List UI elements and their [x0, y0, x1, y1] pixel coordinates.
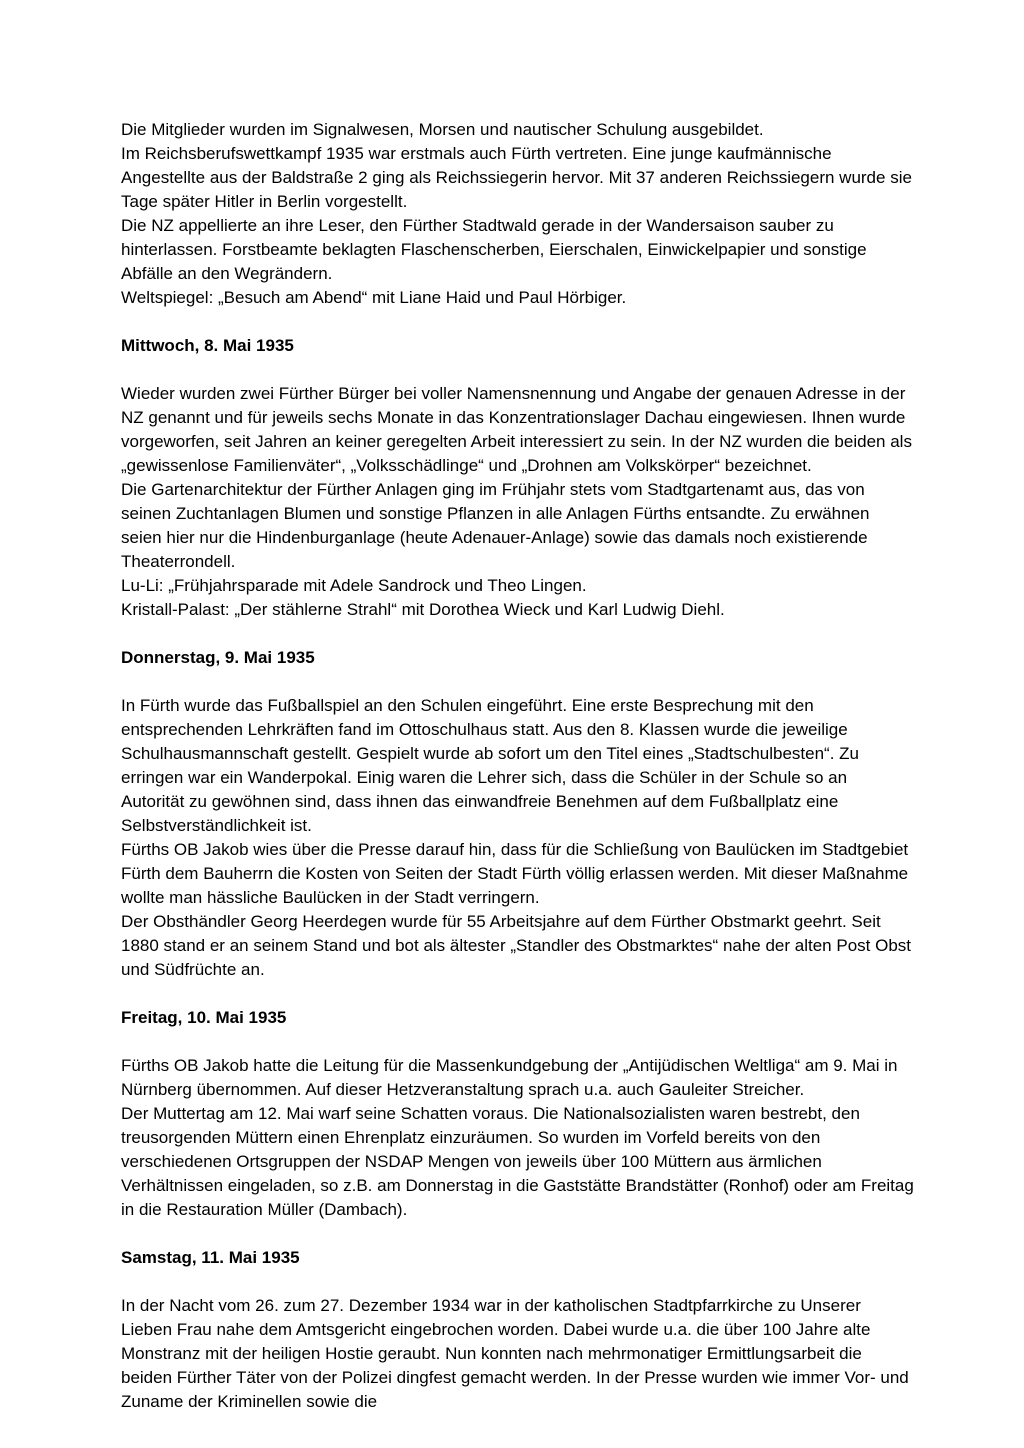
document-page [121, 118, 914, 1414]
section-freitag-10-mai [121, 1006, 914, 1222]
section-heading: Mittwoch, 8. Mai 1935 [121, 336, 294, 355]
paragraph: In der Nacht vom 26. zum 27. Dezember 1934 war in der katholischen Stadtpfarrkirche zu Unserer Lieben Frau nahe dem Amtsgericht eingebrochen worden. Dabei wurde u.a. die über 100 Jahre alte Monstranz mit der heiligen Hostie geraubt. Nun konnten nach mehrmonatiger Ermittlungsarbeit die beiden Fürther Täter von der Polizei dingfest gemacht werden. In der Presse wurden wie immer Vor- und Zuname der Kriminellen sowie die [121, 1296, 909, 1411]
paragraph: Die Mitglieder wurden im Signalwesen, Morsen und nautischer Schulung ausgebildet. [121, 120, 764, 139]
section-heading: Samstag, 11. Mai 1935 [121, 1248, 300, 1267]
paragraph: Weltspiegel: „Besuch am Abend“ mit Liane Haid und Paul Hörbiger. [121, 288, 627, 307]
paragraph: Die NZ appellierte an ihre Leser, den Fürther Stadtwald gerade in der Wandersaison sauber zu hinterlassen. Forstbeamte beklagten Flaschenscherben, Eierschalen, Einwickelpapier und sonstige Abfälle an den Wegrändern. [121, 216, 867, 283]
section-donnerstag-9-mai [121, 646, 914, 982]
paragraph: Kristall-Palast: „Der stählerne Strahl“ mit Dorothea Wieck und Karl Ludwig Diehl. [121, 600, 725, 619]
section-heading: Freitag, 10. Mai 1935 [121, 1008, 287, 1027]
paragraph: Die Gartenarchitektur der Fürther Anlagen ging im Frühjahr stets vom Stadtgartenamt aus, das von seinen Zuchtanlagen Blumen und sonstige Pflanzen in alle Anlagen Fürths entsandte. Zu erwähnen seien hier nur die Hindenburganlage (heute Adenauer-Anlage) sowie das damals noch existierende Theaterrondell. [121, 480, 870, 571]
paragraph: Fürths OB Jakob wies über die Presse darauf hin, dass für die Schließung von Baulücken im Stadtgebiet Fürth dem Bauherrn die Kosten von Seiten der Stadt Fürth völlig erlassen werden. Mit dieser Maßnahme wollte man hässliche Baulücken in der Stadt verringern. [121, 840, 909, 907]
paragraph: Lu-Li: „Frühjahrsparade mit Adele Sandrock und Theo Lingen. [121, 576, 587, 595]
paragraph: In Fürth wurde das Fußballspiel an den Schulen eingeführt. Eine erste Besprechung mit den entsprechenden Lehrkräften fand im Ottoschulhaus statt. Aus den 8. Klassen wurde die jeweilige Schulhausmannschaft gestellt. Gespielt wurde ab sofort um den Titel eines „Stadtschulbesten“. Zu erringen war ein Wanderpokal. Einig waren die Lehrer sich, dass die Schüler in der Schule so an Autorität zu gewöhnen sind, dass ihnen das einwandfreie Benehmen auf dem Fußballplatz eine Selbstverständlichkeit ist. [121, 696, 860, 835]
paragraph: Der Obsthändler Georg Heerdegen wurde für 55 Arbeitsjahre auf dem Fürther Obstmarkt geehrt. Seit 1880 stand er an seinem Stand und bot als ältester „Standler des Obstmarktes“ nahe der alten Post Obst und Südfrüchte an. [121, 912, 912, 979]
paragraph: Fürths OB Jakob hatte die Leitung für die Massenkundgebung der „Antijüdischen Weltliga“ am 9. Mai in Nürnberg übernommen. Auf dieser Hetzveranstaltung sprach u.a. auch Gauleiter Streicher. [121, 1056, 898, 1099]
section-samstag-11-mai [121, 1246, 914, 1414]
paragraph: Der Muttertag am 12. Mai warf seine Schatten voraus. Die Nationalsozialisten waren bestrebt, den treusorgenden Müttern einen Ehrenplatz einzuräumen. So wurden im Vorfeld bereits von den verschiedenen Ortsgruppen der NSDAP Mengen von jeweils über 100 Müttern aus ärmlichen Verhältnissen eingeladen, so z.B. am Donnerstag in die Gaststätte Brandstätter (Ronhof) oder am Freitag in die Restauration Müller (Dambach). [121, 1104, 914, 1219]
paragraph: Wieder wurden zwei Fürther Bürger bei voller Namensnennung und Angabe der genauen Adresse in der NZ genannt und für jeweils sechs Monate in das Konzentrationslager Dachau eingewiesen. Ihnen wurde vorgeworfen, seit Jahren an keiner geregelten Arbeit interessiert zu sein. In der NZ wurden die beiden als „gewissenlose Familienväter“, „Volksschädlinge“ und „Drohnen am Volkskörper“ bezeichnet. [121, 384, 912, 475]
section-heading: Donnerstag, 9. Mai 1935 [121, 648, 315, 667]
section-mittwoch-8-mai [121, 334, 914, 622]
paragraph: Im Reichsberufswettkampf 1935 war erstmals auch Fürth vertreten. Eine junge kaufmännische Angestellte aus der Baldstraße 2 ging als Reichssiegerin hervor. Mit 37 anderen Reichssiegern wurde sie Tage später Hitler in Berlin vorgestellt. [121, 144, 912, 211]
intro-block [121, 118, 914, 310]
